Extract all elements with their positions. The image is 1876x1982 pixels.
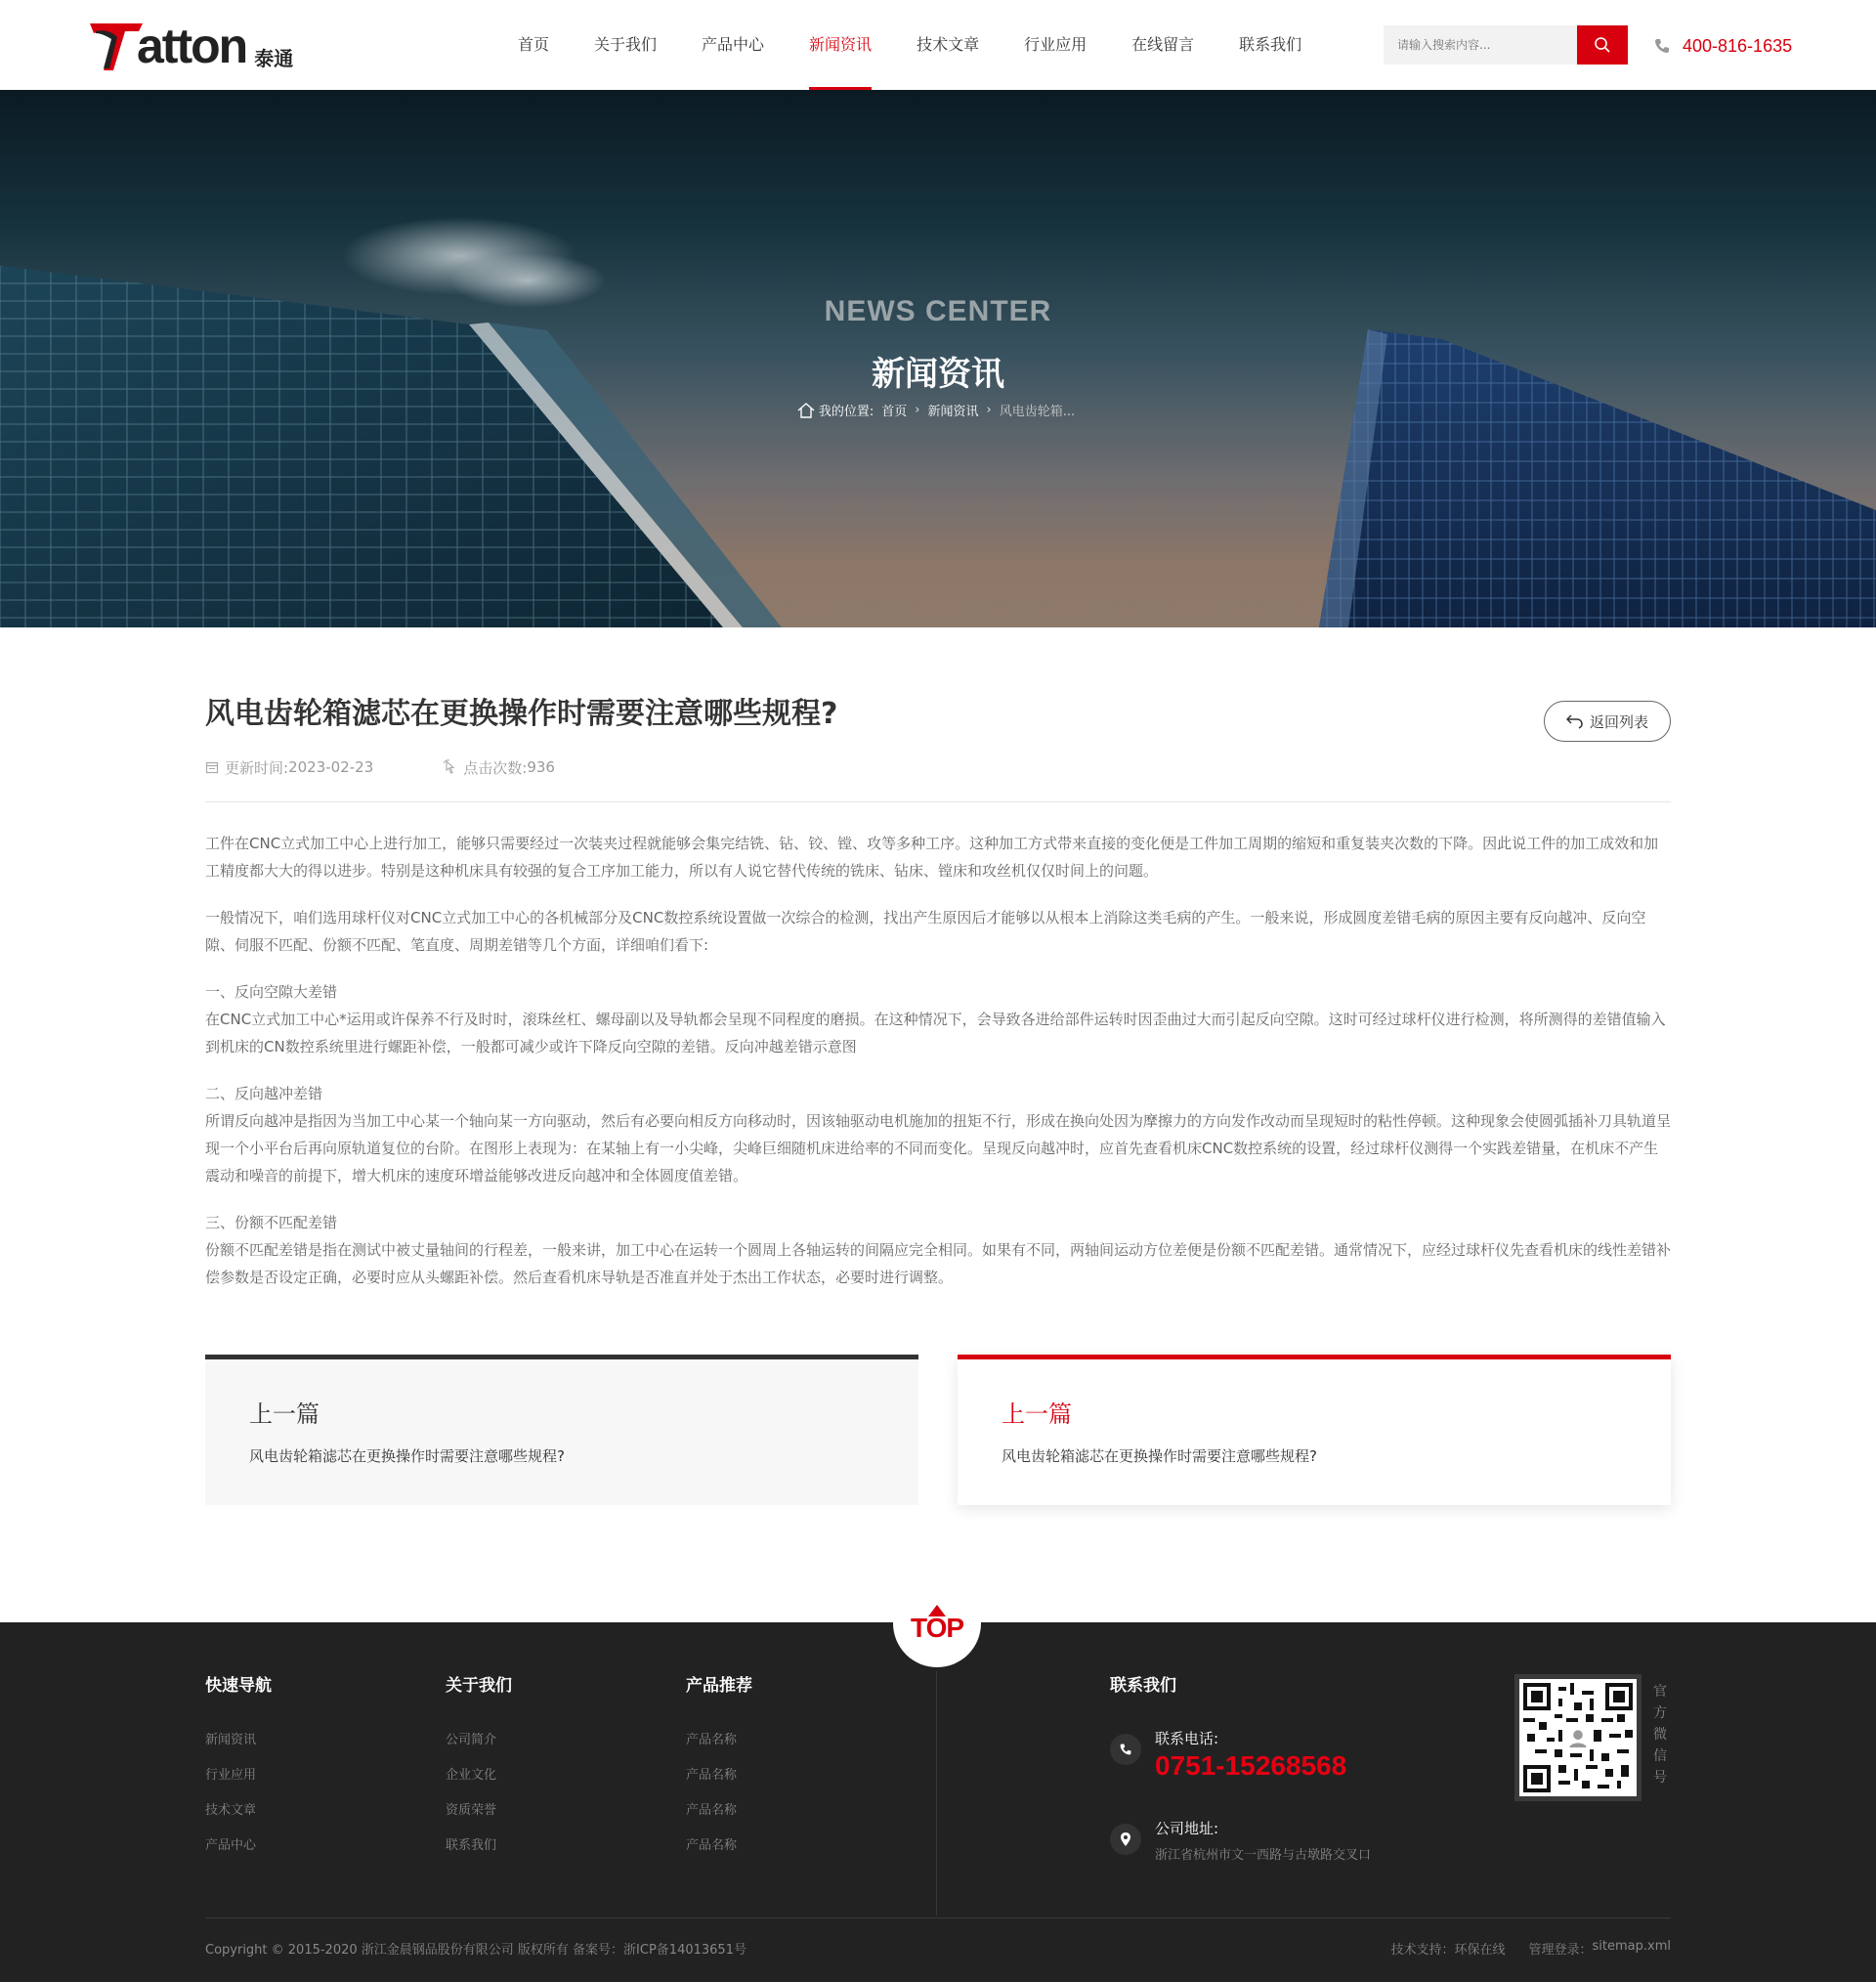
- phone-icon: [1653, 37, 1671, 55]
- nav-item-tech-articles[interactable]: 技术文章: [917, 35, 980, 54]
- next-article-card[interactable]: [958, 1355, 1671, 1505]
- nav-item-about[interactable]: 关于我们: [594, 35, 658, 54]
- header-phone: [1653, 31, 1792, 61]
- nav-item-products[interactable]: 产品中心: [702, 35, 765, 54]
- home-icon: [797, 403, 815, 418]
- update-time: [205, 757, 373, 778]
- footer-link-company-profile[interactable]: 公司简介: [446, 1733, 497, 1747]
- article-title: 风电齿轮箱滤芯在更换操作时需要注意哪些规程?: [205, 697, 838, 731]
- next-article-label: 上一篇: [1002, 1400, 1072, 1428]
- footer-tel-row: [1110, 1728, 1346, 1782]
- footer-link-honors[interactable]: 资质荣誉: [446, 1803, 497, 1818]
- back-to-list-label: 返回列表: [1589, 712, 1648, 731]
- footer-link-news[interactable]: 新闻资讯: [205, 1733, 257, 1747]
- article: [205, 684, 1671, 1311]
- footer-about-title: 关于我们: [446, 1676, 512, 1696]
- footer-quick-nav-title: 快速导航: [205, 1676, 272, 1696]
- footer-link-products[interactable]: 产品中心: [205, 1838, 257, 1853]
- footer-address-label: 公司地址:: [1155, 1820, 1219, 1837]
- breadcrumb-home-link[interactable]: 首页: [881, 405, 908, 419]
- article-paragraph: 一般情况下，咱们选用球杆仪对CNC立式加工中心的各机械部分及CNC数控系统设置做一次综合的检测，找出产生原因后才能够以从根本上消除这类毛病的产生。一般来说，形成圆度差错毛病的原因主要有反向越冲、反向空隙、伺服不匹配、份额不匹配、笔直度、周期差错等几个方面，详细咱们看下:: [205, 909, 1646, 954]
- title-divider: [205, 801, 1671, 802]
- wechat-qr-caption: 官方微信号: [1653, 1684, 1667, 1786]
- footer-link-applications[interactable]: 行业应用: [205, 1768, 257, 1783]
- footer-bottom-divider: [205, 1917, 1671, 1918]
- article-paragraph: 三、份额不匹配差错 份额不匹配差错是指在测试中被丈量轴间的行程差，一般来讲，加工中心在运转一个圆周上各轴运转的间隔应完全相同。如果有不同，两轴间运动方位差便是份额不匹配差错。通常情况下，应经过球杆仪先查看机床的线性差错补偿参数是否设定正确，必要时应从头螺距补偿。然后查看机床导轨是否准直并处于杰出工作状态，必要时进行调整。: [205, 1214, 1672, 1286]
- article-paragraph: 二、反向越冲差错 所谓反向越冲是指因为当加工中心某一个轴向某一方向驱动，然后有必要向相反方向移动时，因该轴驱动电机施加的扭矩不行，形成在换向处因为摩擦力的方向发作改动而呈现短时的粘性停顿。这种现象会使圆弧插补刀具轨道呈现一个小平台后再向原轨道复位的台阶。在图形上表现为：在某轴上有一小尖峰，尖峰巨细随机床进给率的不同而变化。呈现反向越冲时，应首先查看机床CNC数控系统的设置，经过球杆仪测得一个实践差错量，在机床不产生震动和噪音的前提下，增大机床的速度环增益能够改进反向越冲和全体圆度值差错。: [205, 1085, 1672, 1185]
- nav-item-home[interactable]: 首页: [518, 35, 550, 54]
- header-phone-number: 400-816-1635: [1683, 35, 1793, 56]
- nav-item-news[interactable]: 新闻资讯: [809, 0, 872, 90]
- news-banner: [0, 90, 1876, 627]
- search-icon: [1594, 36, 1611, 54]
- logo-wordmark: atton: [137, 19, 247, 73]
- phone-icon: [1110, 1734, 1141, 1765]
- update-time-label: 更新时间:: [225, 758, 289, 777]
- footer-contact: [1110, 1671, 1176, 1723]
- calendar-icon: [205, 760, 219, 774]
- view-count-label: 点击次数:: [463, 758, 528, 777]
- main-nav: [518, 0, 1346, 90]
- footer-link-tech-articles[interactable]: 技术文章: [205, 1803, 257, 1818]
- location-pin-icon: [1110, 1824, 1141, 1855]
- breadcrumb-prefix: 我的位置:: [818, 405, 874, 419]
- wechat-qr-code: [1514, 1674, 1642, 1801]
- site-footer: [0, 1622, 1876, 1982]
- prev-article-link[interactable]: 风电齿轮箱滤芯在更换操作时需要注意哪些规程?: [249, 1447, 565, 1465]
- footer-address-row: [1110, 1818, 1371, 1863]
- admin-login-link[interactable]: 管理登录：: [1528, 1943, 1593, 1958]
- nav-item-message[interactable]: 在线留言: [1131, 35, 1195, 54]
- footer-link-product[interactable]: 产品名称: [686, 1803, 738, 1818]
- back-to-top-label: TOP: [910, 1613, 964, 1643]
- breadcrumb: [0, 401, 1876, 419]
- banner-title-cn: 新闻资讯: [872, 355, 1004, 394]
- nav-item-applications[interactable]: 行业应用: [1024, 35, 1087, 54]
- footer-link-product[interactable]: 产品名称: [686, 1838, 738, 1853]
- footer-tel-number: 0751-15268568: [1155, 1750, 1347, 1781]
- footer-right-links: [1368, 1939, 1672, 1958]
- breadcrumb-news-link[interactable]: 新闻资讯: [927, 405, 979, 419]
- back-to-top-button[interactable]: [893, 1579, 981, 1667]
- update-time-value: 2023-02-23: [288, 758, 374, 776]
- footer-about: [446, 1671, 512, 1864]
- breadcrumb-current: 风电齿轮箱...: [999, 405, 1076, 419]
- search-input[interactable]: [1384, 25, 1577, 65]
- back-to-list-button[interactable]: [1544, 701, 1671, 742]
- footer-link-product[interactable]: 产品名称: [686, 1733, 738, 1747]
- article-meta: [205, 754, 1671, 780]
- chevron-right-icon: ›: [915, 403, 920, 417]
- prev-article-label: 上一篇: [249, 1400, 320, 1428]
- view-count-value: 936: [527, 758, 555, 776]
- footer-column-divider: [936, 1671, 937, 1916]
- view-count: [442, 757, 555, 778]
- banner-title-en: NEWS CENTER: [824, 295, 1052, 327]
- qr-code-image: [1523, 1683, 1633, 1792]
- footer-tel-label: 联系电话:: [1155, 1730, 1219, 1747]
- next-article-link[interactable]: 风电齿轮箱滤芯在更换操作时需要注意哪些规程?: [1002, 1447, 1317, 1465]
- site-header: [0, 0, 1876, 90]
- tech-support-link[interactable]: 技术支持：环保在线: [1390, 1943, 1506, 1958]
- footer-link-contact[interactable]: 联系我们: [446, 1838, 497, 1853]
- footer-products: [686, 1671, 752, 1864]
- footer-copyright: Copyright © 2015-2020 浙江金晨钢品股份有限公司 版权所有 备案号：浙ICP备14013651号: [205, 1943, 746, 1958]
- article-body: [205, 830, 1671, 1291]
- logo-cn-text: 泰通: [254, 46, 294, 70]
- nav-item-contact[interactable]: 联系我们: [1239, 35, 1302, 54]
- return-arrow-icon: [1566, 713, 1584, 729]
- footer-products-title: 产品推荐: [686, 1676, 752, 1696]
- footer-address-value: 浙江省杭州市文一西路与古墩路交叉口: [1155, 1848, 1372, 1863]
- prev-article-card[interactable]: [205, 1355, 918, 1505]
- search-button[interactable]: [1577, 25, 1628, 65]
- site-logo[interactable]: [88, 18, 322, 74]
- footer-contact-title: 联系我们: [1110, 1676, 1176, 1696]
- search-box: [1384, 25, 1628, 65]
- sitemap-link[interactable]: sitemap.xml: [1592, 1939, 1671, 1954]
- chevron-right-icon: ›: [986, 403, 992, 417]
- footer-link-product[interactable]: 产品名称: [686, 1768, 738, 1783]
- article-paragraph: 一、反向空隙大差错 在CNC立式加工中心*运用或许保养不行及时时，滚珠丝杠、螺母副以及导轨都会呈现不同程度的磨损。在这种情况下，会导致各进给部件运转时因歪曲过大而引起反向空隙。这时可经过球杆仪进行检测，将所测得的差错值输入到机床的CN数控系统里进行螺距补偿，一般都可减少或许下降反向空隙的差错。反向冲越差错示意图: [205, 983, 1666, 1056]
- footer-link-culture[interactable]: 企业文化: [446, 1768, 497, 1783]
- article-paragraph: 工件在CNC立式加工中心上进行加工，能够只需要经过一次装夹过程就能够会集完结铣、钻、铰、镗、攻等多种工序。这种加工方式带来直接的变化便是工件加工周期的缩短和重复装夹次数的下降。因此说工件的加工成效和加工精度都大大的得以进步。特别是这种机床具有较强的复合工序加工能力，所以有人说它替代传统的铣床、钻床、镗床和攻丝机仅仅时间上的问题。: [205, 835, 1659, 880]
- footer-quick-nav: [205, 1671, 272, 1864]
- click-pointer-icon: [442, 759, 457, 775]
